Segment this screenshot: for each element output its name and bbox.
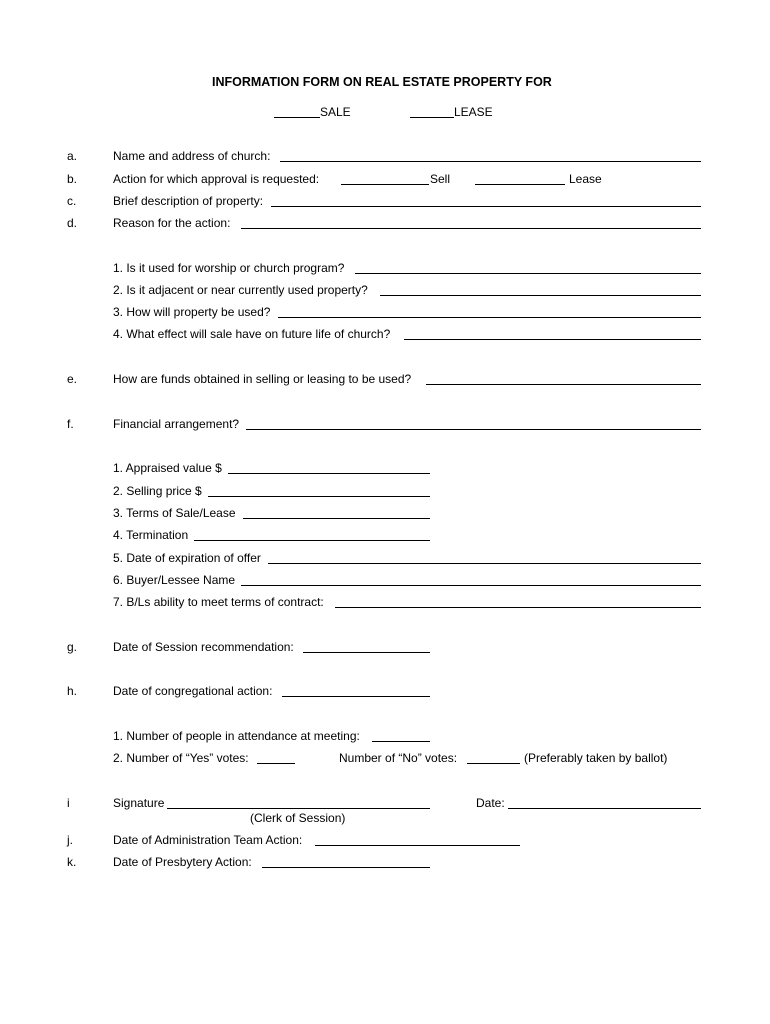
form-title: INFORMATION FORM ON REAL ESTATE PROPERTY FOR bbox=[212, 75, 552, 89]
item-e-letter: e. bbox=[67, 372, 78, 386]
lease-action-blank[interactable] bbox=[475, 184, 565, 185]
expiration-date-field[interactable] bbox=[268, 563, 701, 564]
terms-field[interactable] bbox=[243, 518, 430, 519]
signature-field[interactable] bbox=[167, 808, 430, 809]
presbytery-action-date-field[interactable] bbox=[262, 867, 430, 868]
property-use-field[interactable] bbox=[278, 317, 701, 318]
f-sub-1-label: 1. Appraised value $ bbox=[113, 461, 222, 475]
item-d-label: Reason for the action: bbox=[113, 216, 231, 230]
attendance-field[interactable] bbox=[372, 741, 430, 742]
item-f-letter: f. bbox=[67, 417, 74, 431]
d-sub-4-label: 4. What effect will sale have on future life of church? bbox=[113, 327, 391, 341]
lease-option-label: LEASE bbox=[454, 105, 493, 119]
appraised-value-field[interactable] bbox=[228, 473, 430, 474]
session-recommendation-date-field[interactable] bbox=[303, 652, 430, 653]
f-sub-7-label: 7. B/Ls ability to meet terms of contract: bbox=[113, 595, 324, 609]
item-g-label: Date of Session recommendation: bbox=[113, 640, 294, 654]
f-sub-6-label: 6. Buyer/Lessee Name bbox=[113, 573, 236, 587]
d-sub-3-label: 3. How will property be used? bbox=[113, 305, 271, 319]
item-a-letter: a. bbox=[67, 149, 78, 163]
item-b-label: Action for which approval is requested: bbox=[113, 172, 320, 186]
church-name-address-field[interactable] bbox=[280, 161, 701, 162]
contract-ability-field[interactable] bbox=[335, 607, 701, 608]
item-j-letter: j. bbox=[67, 833, 73, 847]
f-sub-2-label: 2. Selling price $ bbox=[113, 484, 202, 498]
d-sub-2-label: 2. Is it adjacent or near currently used property? bbox=[113, 283, 368, 297]
item-k-letter: k. bbox=[67, 855, 77, 869]
selling-price-field[interactable] bbox=[208, 496, 430, 497]
item-a-label: Name and address of church: bbox=[113, 149, 271, 163]
item-d-letter: d. bbox=[67, 216, 78, 230]
lease-blank[interactable] bbox=[410, 117, 454, 118]
sell-blank[interactable] bbox=[341, 184, 429, 185]
property-description-field[interactable] bbox=[271, 206, 701, 207]
congregational-action-date-field[interactable] bbox=[282, 696, 430, 697]
no-votes-label: Number of “No” votes: bbox=[339, 751, 458, 765]
reason-field[interactable] bbox=[241, 228, 701, 229]
item-f-label: Financial arrangement? bbox=[113, 417, 240, 431]
item-c-label: Brief description of property: bbox=[113, 194, 264, 208]
item-j-label: Date of Administration Team Action: bbox=[113, 833, 303, 847]
sale-blank[interactable] bbox=[274, 117, 320, 118]
clerk-caption: (Clerk of Session) bbox=[250, 811, 346, 825]
yes-votes-field[interactable] bbox=[257, 763, 295, 764]
f-sub-3-label: 3. Terms of Sale/Lease bbox=[113, 506, 236, 520]
termination-field[interactable] bbox=[194, 540, 430, 541]
ballot-note: (Preferably taken by ballot) bbox=[524, 751, 668, 765]
funds-use-field[interactable] bbox=[426, 384, 701, 385]
yes-votes-label: 2. Number of “Yes” votes: bbox=[113, 751, 249, 765]
sale-option-label: SALE bbox=[320, 105, 351, 119]
date-label: Date: bbox=[476, 796, 505, 810]
buyer-lessee-name-field[interactable] bbox=[241, 585, 701, 586]
financial-arrangement-field[interactable] bbox=[246, 429, 701, 430]
future-effect-field[interactable] bbox=[404, 339, 701, 340]
item-k-label: Date of Presbytery Action: bbox=[113, 855, 252, 869]
administration-team-date-field[interactable] bbox=[315, 845, 520, 846]
item-c-letter: c. bbox=[67, 194, 77, 208]
attendance-label: 1. Number of people in attendance at meeting: bbox=[113, 729, 360, 743]
adjacent-property-field[interactable] bbox=[380, 295, 701, 296]
f-sub-5-label: 5. Date of expiration of offer bbox=[113, 551, 261, 565]
d-sub-1-label: 1. Is it used for worship or church program? bbox=[113, 261, 345, 275]
f-sub-4-label: 4. Termination bbox=[113, 528, 189, 542]
sell-label: Sell bbox=[430, 172, 451, 186]
no-votes-field[interactable] bbox=[467, 763, 520, 764]
item-g-letter: g. bbox=[67, 640, 78, 654]
item-h-letter: h. bbox=[67, 684, 78, 698]
item-b-letter: b. bbox=[67, 172, 78, 186]
item-e-label: How are funds obtained in selling or leasing to be used? bbox=[113, 372, 412, 386]
item-i-letter: i bbox=[67, 796, 70, 810]
signature-date-field[interactable] bbox=[508, 808, 701, 809]
signature-label: Signature bbox=[113, 796, 165, 810]
worship-use-field[interactable] bbox=[355, 273, 701, 274]
lease-action-label: Lease bbox=[569, 172, 602, 186]
item-h-label: Date of congregational action: bbox=[113, 684, 273, 698]
